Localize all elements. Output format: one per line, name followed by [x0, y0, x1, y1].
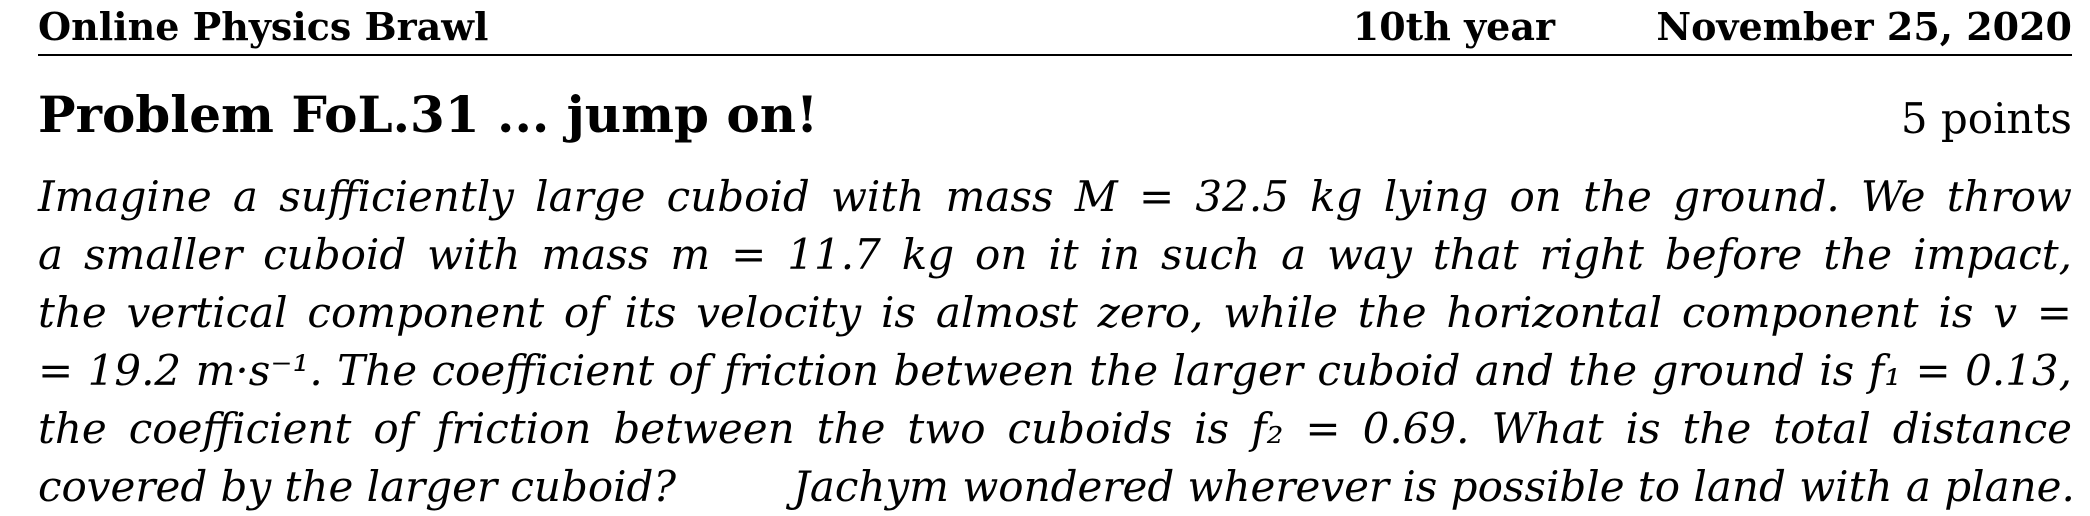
page-header — [38, 4, 2072, 56]
problem-title: Problem FoL.31 ... jump on! — [38, 85, 819, 144]
statement-line: the coefficient of friction between the two cuboids is f₂ = 0.69. What is the total distance — [38, 404, 2072, 453]
statement-line: = 19.2 m·s⁻¹. The coefficient of friction between the larger cuboid and the ground is f₁ = 0.13, — [38, 346, 2072, 395]
statement-line: the vertical component of its velocity is almost zero, while the horizontal component is v = — [38, 288, 2072, 337]
statement-line: covered by the larger cuboid? — [38, 462, 676, 511]
statement-line: Imagine a sufficiently large cuboid with mass M = 32.5 kg lying on the ground. We throw — [38, 172, 2072, 221]
problem-heading — [38, 85, 2072, 150]
problem-points: 5 points — [1900, 94, 2072, 143]
statement-line: a smaller cuboid with mass m = 11.7 kg on it in such a way that right before the impact, — [38, 230, 2072, 279]
page — [38, 0, 2075, 512]
competition-year: 10th year — [1352, 4, 1555, 49]
competition-title: Online Physics Brawl — [38, 4, 489, 49]
problem-statement — [38, 168, 2075, 516]
competition-date: November 25, 2020 — [1656, 4, 2072, 49]
statement-last-line — [38, 458, 2075, 516]
problem-author-note: Jachym wondered wherever is possible to land with a plane. — [793, 462, 2075, 511]
